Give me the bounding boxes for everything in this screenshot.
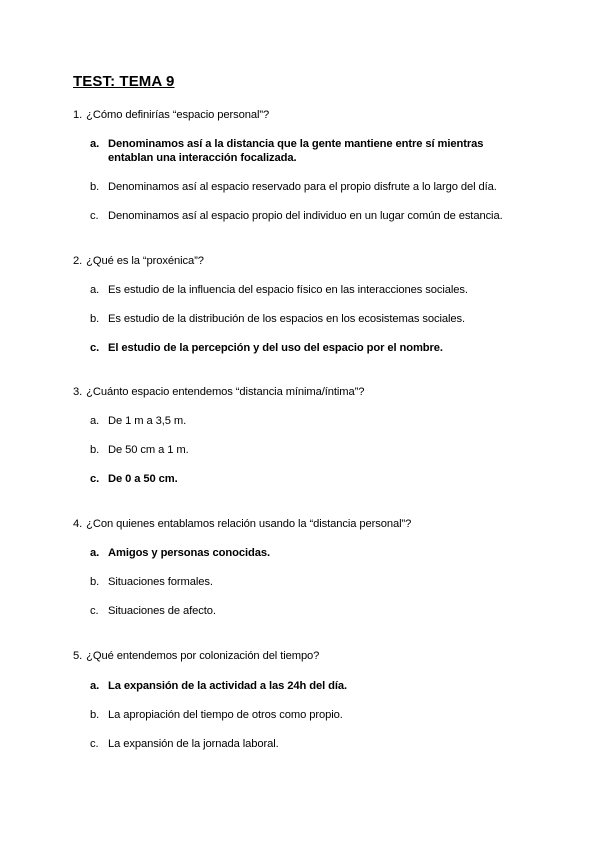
question-text: ¿Qué es la “proxénica”?: [86, 255, 204, 267]
answer-4b: [90, 575, 530, 589]
answer-4a: [90, 546, 530, 560]
answer-letter: a.: [90, 415, 100, 427]
question-number: 3.: [73, 386, 83, 398]
question-5: [73, 649, 319, 663]
answer-1c: [90, 209, 530, 223]
answer-3b: [90, 443, 530, 457]
question-2: [73, 254, 204, 268]
answer-3c: [90, 472, 530, 486]
answer-text: Es estudio de la distribución de los espacios en los ecosistemas sociales.: [108, 313, 466, 325]
answer-text: De 50 cm a 1 m.: [108, 444, 189, 456]
answer-text: La expansión de la actividad a las 24h del día.: [108, 680, 348, 692]
answer-text: Denominamos así a la distancia que la gente mantiene entre sí mientras entablan una interacción focalizada.: [108, 138, 484, 164]
question-3: [73, 385, 364, 399]
answer-text: Denominamos así al espacio propio del individuo en un lugar común de estancia.: [108, 210, 503, 222]
answer-text: La apropiación del tiempo de otros como propio.: [108, 709, 343, 721]
answer-text: Amigos y personas conocidas.: [108, 547, 270, 559]
question-number: 5.: [73, 650, 83, 662]
question-text: ¿Cuánto espacio entendemos “distancia mínima/íntima”?: [86, 386, 365, 398]
page-title: TEST: TEMA 9: [73, 73, 175, 90]
answer-2a: [90, 283, 530, 297]
answer-letter: a.: [90, 284, 100, 296]
answer-letter: c.: [90, 473, 100, 485]
answer-letter: a.: [90, 680, 100, 692]
answer-letter: b.: [90, 181, 100, 193]
answer-text: Es estudio de la influencia del espacio físico en las interacciones sociales.: [108, 284, 468, 296]
answer-text: De 0 a 50 cm.: [108, 473, 178, 485]
answer-5b: [90, 708, 530, 722]
answer-text: Situaciones formales.: [108, 576, 213, 588]
answer-letter: c.: [90, 210, 99, 222]
answer-4c: [90, 604, 530, 618]
answer-1a: [90, 137, 530, 165]
answer-letter: c.: [90, 738, 99, 750]
question-text: ¿Cómo definirías “espacio personal”?: [86, 109, 270, 121]
question-text: ¿Qué entendemos por colonización del tiempo?: [86, 650, 320, 662]
answer-letter: c.: [90, 605, 99, 617]
question-1: [73, 108, 269, 122]
answer-text: Denominamos así al espacio reservado para el propio disfrute a lo largo del día.: [108, 181, 497, 193]
answer-5a: [90, 679, 530, 693]
question-number: 2.: [73, 255, 83, 267]
answer-letter: b.: [90, 444, 100, 456]
answer-5c: [90, 737, 530, 751]
answer-text: La expansión de la jornada laboral.: [108, 738, 279, 750]
answer-3a: [90, 414, 530, 428]
answer-2c: [90, 341, 530, 355]
question-4: [73, 517, 411, 531]
answer-letter: b.: [90, 576, 100, 588]
answer-letter: a.: [90, 547, 100, 559]
answer-1b: [90, 180, 530, 194]
answer-2b: [90, 312, 530, 326]
answer-letter: b.: [90, 709, 100, 721]
answer-text: De 1 m a 3,5 m.: [108, 415, 187, 427]
answer-text: El estudio de la percepción y del uso del espacio por el nombre.: [108, 342, 443, 354]
answer-letter: a.: [90, 138, 100, 150]
question-number: 4.: [73, 518, 83, 530]
answer-letter: c.: [90, 342, 100, 354]
question-text: ¿Con quienes entablamos relación usando la “distancia personal”?: [86, 518, 412, 530]
question-number: 1.: [73, 109, 83, 121]
answer-text: Situaciones de afecto.: [108, 605, 216, 617]
answer-letter: b.: [90, 313, 100, 325]
